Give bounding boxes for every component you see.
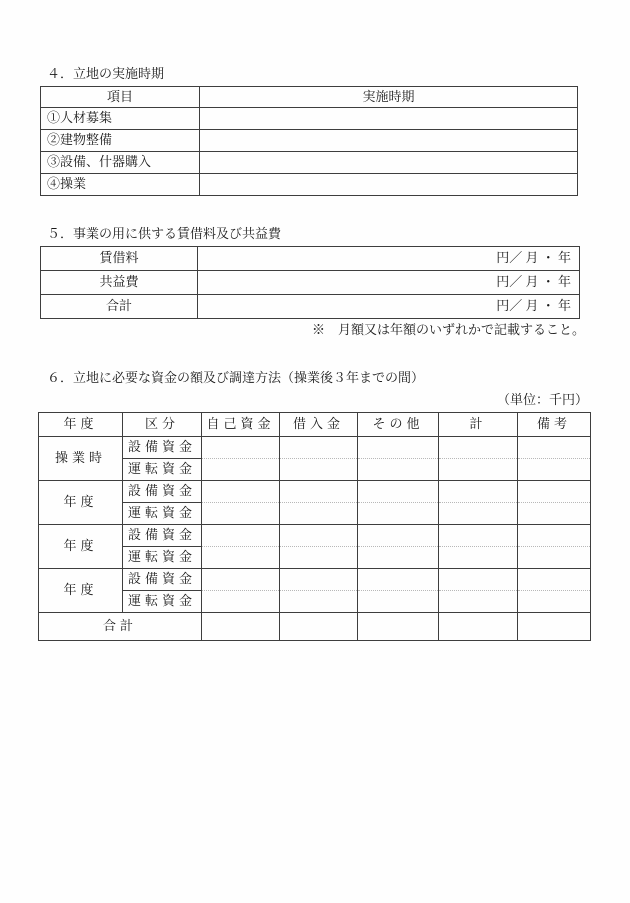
- row-label-equipment-purchase: ③設備、什器購入: [41, 152, 200, 174]
- period-label-startup: 操業時: [39, 437, 123, 481]
- column-header-year: 年度: [39, 413, 123, 437]
- empty-cell: [518, 459, 591, 481]
- column-header-other: その他: [358, 413, 439, 437]
- rent-fees-table: [40, 246, 580, 319]
- empty-cell: [280, 437, 358, 459]
- table-row: [39, 569, 591, 591]
- row-label-working-funds: 運転資金: [123, 459, 202, 481]
- table-row: [39, 525, 591, 547]
- column-header-loans: 借入金: [280, 413, 358, 437]
- table-header-row: [41, 87, 578, 108]
- empty-cell: [358, 613, 439, 641]
- empty-cell: [200, 152, 578, 174]
- empty-cell: [280, 525, 358, 547]
- empty-cell: [280, 481, 358, 503]
- total-row: [39, 613, 591, 641]
- empty-cell: [280, 591, 358, 613]
- empty-cell: [280, 569, 358, 591]
- empty-cell: [518, 503, 591, 525]
- section4-heading: ４．立地の実施時期: [47, 66, 165, 81]
- funding-plan-table: [38, 412, 591, 641]
- empty-cell: [358, 437, 439, 459]
- column-header-total: 計: [439, 413, 518, 437]
- empty-cell: [202, 437, 280, 459]
- empty-cell: [358, 525, 439, 547]
- unit-label: （単位：千円）: [496, 392, 588, 407]
- unit-suffix-cell: 円／ 月 ・ 年: [198, 295, 580, 319]
- row-label-working-funds: 運転資金: [123, 547, 202, 569]
- empty-cell: [439, 613, 518, 641]
- implementation-schedule-table: [40, 86, 578, 196]
- empty-cell: [202, 481, 280, 503]
- section6-heading: ６．立地に必要な資金の額及び調達方法（操業後３年までの間）: [47, 370, 425, 385]
- row-label-total: 合計: [41, 295, 198, 319]
- empty-cell: [439, 437, 518, 459]
- empty-cell: [518, 569, 591, 591]
- empty-cell: [358, 569, 439, 591]
- section5-heading: ５．事業の用に供する賃借料及び共益費: [47, 226, 282, 241]
- empty-cell: [200, 130, 578, 152]
- empty-cell: [518, 591, 591, 613]
- empty-cell: [280, 503, 358, 525]
- empty-cell: [439, 547, 518, 569]
- empty-cell: [202, 613, 280, 641]
- total-label: 合計: [39, 613, 202, 641]
- empty-cell: [439, 503, 518, 525]
- row-label-working-funds: 運転資金: [123, 591, 202, 613]
- empty-cell: [280, 459, 358, 481]
- period-label-year3: 年度: [39, 569, 123, 613]
- row-label-rent: 賃借料: [41, 247, 198, 271]
- empty-cell: [439, 569, 518, 591]
- empty-cell: [439, 459, 518, 481]
- empty-cell: [358, 459, 439, 481]
- table-row: [41, 152, 578, 174]
- unit-suffix-cell: 円／ 月 ・ 年: [198, 271, 580, 295]
- empty-cell: [518, 525, 591, 547]
- empty-cell: [202, 547, 280, 569]
- table-row: [41, 130, 578, 152]
- row-label-equipment-funds: 設備資金: [123, 525, 202, 547]
- row-label-equipment-funds: 設備資金: [123, 481, 202, 503]
- unit-suffix-cell: 円／ 月 ・ 年: [198, 247, 580, 271]
- table-header-row: [39, 413, 591, 437]
- empty-cell: [518, 437, 591, 459]
- empty-cell: [358, 591, 439, 613]
- table-row: [41, 108, 578, 130]
- column-header-remarks: 備考: [518, 413, 591, 437]
- table-row: [41, 247, 580, 271]
- table-row: [41, 174, 578, 196]
- row-label-working-funds: 運転資金: [123, 503, 202, 525]
- empty-cell: [202, 459, 280, 481]
- empty-cell: [518, 481, 591, 503]
- empty-cell: [518, 613, 591, 641]
- row-label-operation: ④操業: [41, 174, 200, 196]
- period-label-year1: 年度: [39, 481, 123, 525]
- empty-cell: [439, 481, 518, 503]
- empty-cell: [280, 547, 358, 569]
- period-label-year2: 年度: [39, 525, 123, 569]
- empty-cell: [518, 547, 591, 569]
- empty-cell: [202, 569, 280, 591]
- empty-cell: [358, 503, 439, 525]
- column-header-own-funds: 自己資金: [202, 413, 280, 437]
- table-row: [39, 481, 591, 503]
- empty-cell: [202, 503, 280, 525]
- monthly-or-yearly-note: ※ 月額又は年額のいずれかで記載すること。: [311, 322, 585, 337]
- empty-cell: [358, 481, 439, 503]
- empty-cell: [202, 525, 280, 547]
- empty-cell: [439, 591, 518, 613]
- empty-cell: [200, 174, 578, 196]
- empty-cell: [358, 547, 439, 569]
- column-header-schedule: 実施時期: [200, 87, 578, 108]
- row-label-equipment-funds: 設備資金: [123, 569, 202, 591]
- empty-cell: [200, 108, 578, 130]
- column-header-item: 項目: [41, 87, 200, 108]
- row-label-equipment-funds: 設備資金: [123, 437, 202, 459]
- table-row: [41, 271, 580, 295]
- table-row: [41, 295, 580, 319]
- column-header-category: 区分: [123, 413, 202, 437]
- row-label-recruitment: ①人材募集: [41, 108, 200, 130]
- empty-cell: [202, 591, 280, 613]
- empty-cell: [439, 525, 518, 547]
- table-row: [39, 437, 591, 459]
- row-label-common-fee: 共益費: [41, 271, 198, 295]
- row-label-building: ②建物整備: [41, 130, 200, 152]
- empty-cell: [280, 613, 358, 641]
